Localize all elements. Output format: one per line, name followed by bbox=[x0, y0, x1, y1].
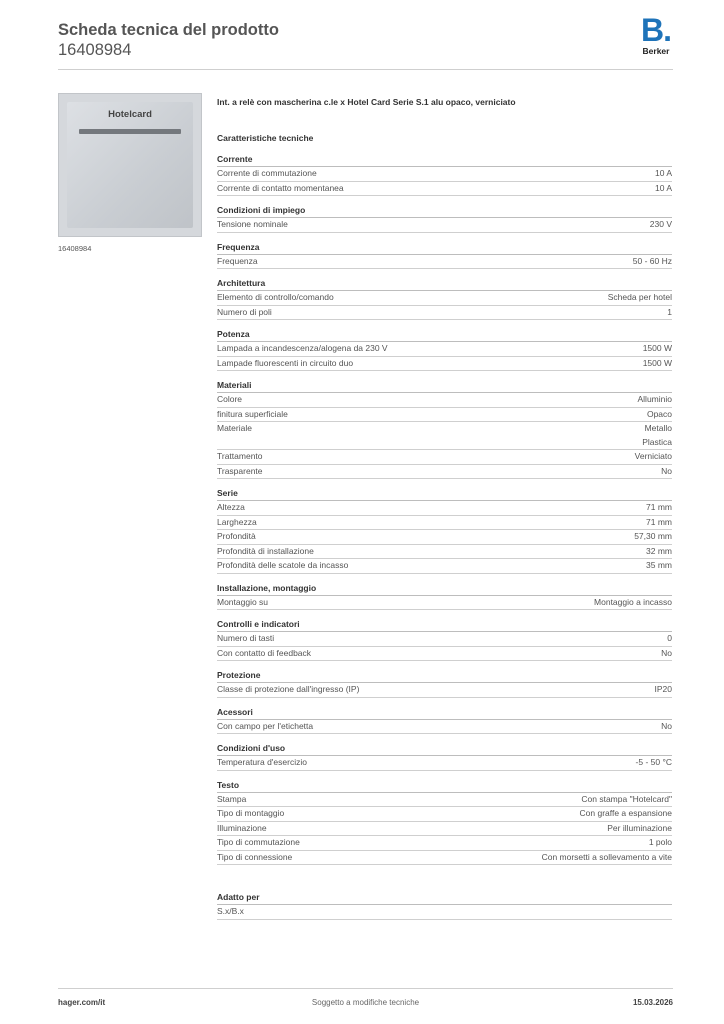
spec-value-line: 71 mm bbox=[646, 502, 672, 512]
spec-row bbox=[217, 218, 672, 233]
document-header bbox=[58, 20, 279, 60]
spec-value bbox=[580, 807, 672, 821]
spec-row bbox=[217, 357, 672, 372]
spec-label: Con contatto di feedback bbox=[217, 647, 312, 658]
spec-value-line: 1 bbox=[667, 306, 672, 317]
spec-row bbox=[217, 255, 672, 270]
spec-value-line: Metallo bbox=[644, 423, 672, 433]
spec-value-line: 1 polo bbox=[648, 837, 672, 847]
spec-value-line: 32 mm bbox=[646, 545, 672, 556]
spec-value-line: Plastica bbox=[642, 436, 672, 447]
spec-value bbox=[634, 530, 672, 544]
spec-label: Temperatura d'esercizio bbox=[217, 757, 307, 767]
spec-row bbox=[217, 632, 672, 647]
spec-value bbox=[667, 306, 672, 320]
spec-value-line: 1500 W bbox=[642, 357, 672, 368]
spec-group-title: Testo bbox=[217, 779, 672, 793]
spec-label: Materiale bbox=[217, 423, 252, 433]
spec-label: Corrente di contatto momentanea bbox=[217, 182, 344, 193]
spec-value-line: Scheda per hotel bbox=[607, 292, 672, 302]
spec-value bbox=[649, 836, 672, 850]
spec-label: Stampa bbox=[217, 793, 247, 804]
spec-value bbox=[636, 756, 672, 770]
spec-label: Profondità bbox=[217, 531, 256, 541]
spec-label: Tipo di connessione bbox=[217, 851, 293, 862]
spec-label: Lampade fluorescenti in circuito duo bbox=[217, 357, 354, 368]
logo-mark: B. bbox=[641, 12, 671, 48]
spec-value bbox=[594, 596, 672, 610]
spec-group-title: Corrente bbox=[217, 153, 672, 167]
spec-row bbox=[217, 450, 672, 465]
spec-value-line: 1500 W bbox=[642, 343, 672, 353]
spec-label: Colore bbox=[217, 394, 243, 404]
spec-label: Larghezza bbox=[217, 516, 257, 527]
spec-group-title: Condizioni d'uso bbox=[217, 742, 672, 756]
spec-label: finitura superficiale bbox=[217, 408, 288, 419]
product-name: Int. a relè con mascherina c.le x Hotel Card Serie S.1 alu opaco, verniciato bbox=[217, 97, 516, 107]
footer-note: Soggetto a modifiche tecniche bbox=[311, 998, 420, 1007]
document-title: Scheda tecnica del prodotto bbox=[58, 21, 279, 39]
spec-value-line: Opaco bbox=[646, 408, 672, 419]
spec-label: Frequenza bbox=[217, 255, 258, 266]
spec-value bbox=[650, 218, 672, 232]
spec-value bbox=[646, 501, 672, 515]
spec-label: Montaggio su bbox=[217, 596, 269, 607]
spec-value bbox=[667, 632, 672, 646]
spec-value bbox=[646, 559, 672, 573]
spec-content bbox=[217, 95, 672, 920]
spec-value-line: Montaggio a incasso bbox=[594, 596, 672, 607]
spec-value bbox=[643, 357, 672, 371]
spec-label: Con campo per l'etichetta bbox=[217, 720, 314, 731]
spec-row bbox=[217, 422, 672, 450]
spec-value bbox=[646, 545, 672, 559]
image-caption: 16408984 bbox=[58, 244, 92, 253]
spec-row bbox=[217, 530, 672, 545]
spec-value bbox=[542, 851, 672, 865]
spec-value-line: Con stampa "Hotelcard" bbox=[581, 793, 672, 804]
spec-value bbox=[635, 450, 672, 464]
spec-row bbox=[217, 291, 672, 306]
spec-label: Numero di poli bbox=[217, 306, 272, 317]
spec-label: S.x/B.x bbox=[217, 906, 244, 916]
spec-row bbox=[217, 683, 672, 698]
spec-value-line: 10 A bbox=[654, 182, 672, 193]
spec-value bbox=[661, 720, 672, 734]
spec-value bbox=[655, 167, 672, 181]
spec-row bbox=[217, 756, 672, 771]
spec-label: Numero di tasti bbox=[217, 633, 275, 643]
spec-value-line: Verniciato bbox=[634, 451, 672, 461]
spec-label: Altezza bbox=[217, 502, 245, 512]
footer-date: 15.03.2026 bbox=[632, 998, 673, 1007]
spec-label: Elemento di controllo/comando bbox=[217, 292, 334, 302]
spec-value-line: 35 mm bbox=[646, 560, 672, 570]
spec-value bbox=[643, 342, 672, 356]
spec-label: Classe di protezione dall'ingresso (IP) bbox=[217, 684, 360, 694]
section-heading: Caratteristiche tecniche bbox=[217, 133, 314, 143]
spec-value-line: Per illuminazione bbox=[607, 822, 672, 833]
card-slot bbox=[79, 129, 181, 134]
logo-text: Berker bbox=[642, 46, 670, 56]
berker-logo bbox=[639, 12, 673, 56]
spec-value-line: 57,30 mm bbox=[634, 531, 672, 541]
spec-label: Trattamento bbox=[217, 451, 263, 461]
spec-group-title: Potenza bbox=[217, 328, 672, 342]
spec-row bbox=[217, 167, 672, 182]
spec-value bbox=[581, 793, 672, 807]
spec-value bbox=[642, 422, 672, 449]
spec-group-title: Protezione bbox=[217, 669, 672, 683]
spec-group-title: Installazione, montaggio bbox=[217, 582, 672, 596]
spec-row bbox=[217, 836, 672, 851]
spec-value bbox=[655, 683, 673, 697]
spec-value-line: No bbox=[661, 720, 672, 731]
spec-value-line: IP20 bbox=[654, 684, 672, 694]
plate-label: Hotelcard bbox=[108, 109, 152, 120]
spec-label: Trasparente bbox=[217, 465, 263, 476]
spec-value-line: 0 bbox=[667, 633, 672, 643]
spec-value bbox=[646, 516, 672, 530]
spec-value bbox=[608, 291, 672, 305]
spec-value-line: 50 - 60 Hz bbox=[632, 255, 672, 266]
spec-row bbox=[217, 306, 672, 321]
spec-value bbox=[638, 393, 673, 407]
footer-website[interactable]: hager.com/it bbox=[58, 998, 106, 1007]
spec-row bbox=[217, 647, 672, 662]
spec-row bbox=[217, 720, 672, 735]
spec-row bbox=[217, 182, 672, 197]
spec-row bbox=[217, 807, 672, 822]
product-code: 16408984 bbox=[58, 41, 132, 59]
spec-label: Tipo di montaggio bbox=[217, 808, 285, 818]
spec-label: Corrente di commutazione bbox=[217, 168, 317, 178]
spec-group-title: Controlli e indicatori bbox=[217, 618, 672, 632]
spec-row bbox=[217, 793, 672, 808]
spec-group-title: Serie bbox=[217, 487, 672, 501]
spec-label: Tipo di commutazione bbox=[217, 837, 300, 847]
spec-label: Lampada a incandescenza/alogena da 230 V bbox=[217, 343, 388, 353]
spec-label: Illuminazione bbox=[217, 822, 267, 833]
spec-value-line: Alluminio bbox=[637, 394, 672, 404]
spec-label: Tensione nominale bbox=[217, 219, 288, 229]
spec-row bbox=[217, 545, 672, 560]
spec-value-line: No bbox=[661, 465, 672, 476]
spec-row bbox=[217, 393, 672, 408]
spec-group-title: Architettura bbox=[217, 277, 672, 291]
spec-label: Profondità delle scatole da incasso bbox=[217, 560, 349, 570]
product-image bbox=[58, 93, 202, 237]
spec-value-line: 230 V bbox=[649, 219, 672, 229]
spec-value-line: 10 A bbox=[654, 168, 672, 178]
spec-row bbox=[217, 822, 672, 837]
spec-value bbox=[607, 822, 672, 836]
spec-value bbox=[661, 647, 672, 661]
spec-row bbox=[217, 465, 672, 480]
footer-divider bbox=[58, 988, 673, 989]
spec-row bbox=[217, 501, 672, 516]
spec-group-title: Frequenza bbox=[217, 241, 672, 255]
spec-value-line: Con morsetti a sollevamento a vite bbox=[541, 851, 672, 862]
hotel-card-plate bbox=[67, 102, 193, 228]
spec-value bbox=[655, 182, 672, 196]
spec-row bbox=[217, 851, 672, 866]
spec-value bbox=[633, 255, 672, 269]
spec-group-title: Acessori bbox=[217, 706, 672, 720]
spec-value-line: 71 mm bbox=[646, 516, 672, 527]
spec-group-title: Adatto per bbox=[217, 891, 672, 905]
spec-value bbox=[661, 465, 672, 479]
spec-group-title: Condizioni di impiego bbox=[217, 204, 672, 218]
spec-value-line: No bbox=[661, 647, 672, 658]
spec-value-line: -5 - 50 °C bbox=[635, 757, 672, 767]
header-divider bbox=[58, 69, 673, 70]
spec-value-line: Con graffe a espansione bbox=[579, 808, 672, 818]
spec-group-title: Materiali bbox=[217, 379, 672, 393]
spec-row bbox=[217, 342, 672, 357]
spec-row bbox=[217, 408, 672, 423]
spec-value bbox=[647, 408, 672, 422]
spec-row bbox=[217, 905, 672, 920]
spec-row bbox=[217, 559, 672, 574]
spec-label: Profondità di installazione bbox=[217, 545, 314, 556]
spec-row bbox=[217, 516, 672, 531]
spec-row bbox=[217, 596, 672, 611]
